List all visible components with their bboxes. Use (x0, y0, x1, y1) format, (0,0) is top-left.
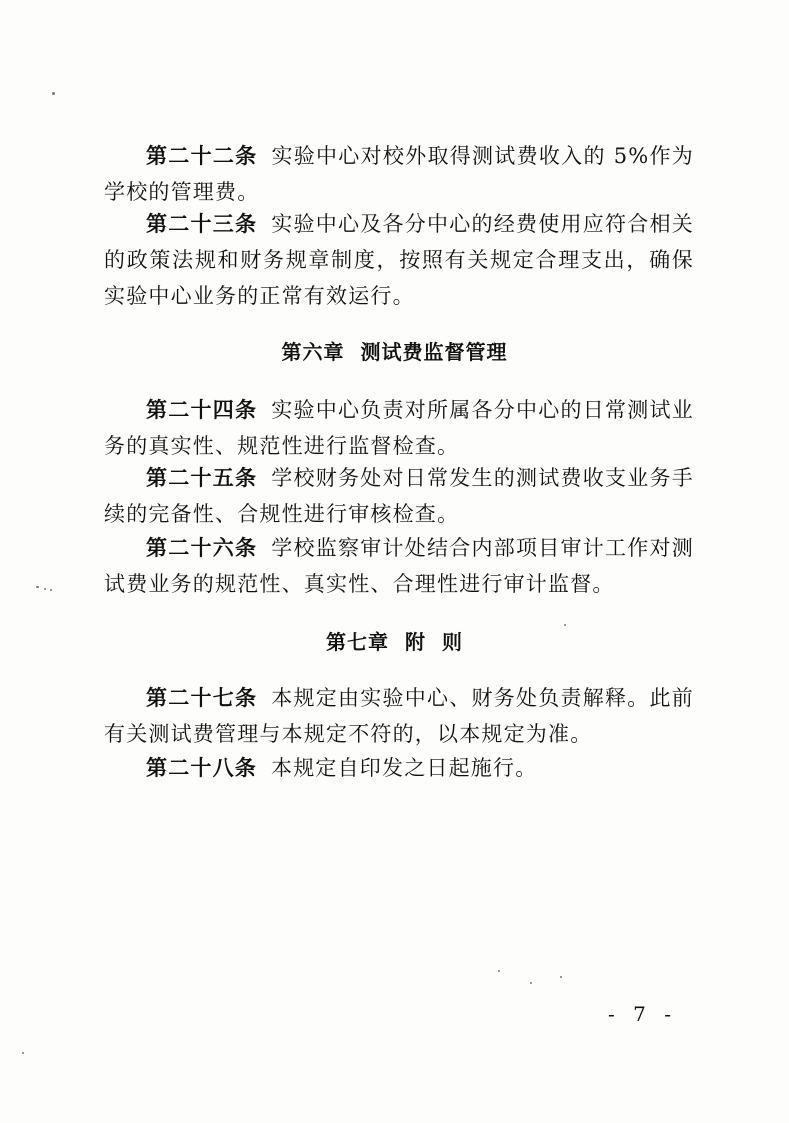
scan-speck (44, 588, 46, 590)
scan-speck (560, 976, 562, 978)
scan-speck (52, 92, 55, 95)
scan-speck (530, 982, 532, 984)
chapter-6-heading (0, 336, 789, 365)
article-24-text: 实验中心负责对所属各分中心的日常测试业务的真实性、规范性进行监督检查。 (104, 398, 694, 458)
article-24-number: 第二十四条 (146, 397, 258, 422)
article-22-number: 第二十二条 (146, 143, 258, 168)
article-27-paragraph (104, 680, 694, 752)
article-28-paragraph (104, 750, 694, 786)
article-25-paragraph (104, 460, 694, 532)
article-25-number: 第二十五条 (146, 465, 258, 490)
chapter-6-title: 测试费监督管理 (360, 340, 508, 364)
article-22-text: 实验中心对校外取得测试费收入的 5%作为学校的管理费。 (104, 144, 694, 204)
chapter-6-number: 第六章 (281, 340, 345, 364)
article-25-text: 学校财务处对日常发生的测试费收支业务手续的完备性、合规性进行审核检查。 (104, 466, 694, 526)
article-22-paragraph (104, 138, 694, 210)
scan-speck (36, 586, 39, 588)
scan-speck (50, 589, 52, 591)
article-26-text: 学校监察审计处结合内部项目审计工作对测试费业务的规范性、真实性、合理性进行审计监督。 (104, 536, 694, 596)
scan-speck (22, 1052, 24, 1054)
article-28-text: 本规定自印发之日起施行。 (271, 756, 538, 780)
chapter-7-title: 附 则 (405, 630, 463, 654)
chapter-7-number: 第七章 (326, 630, 390, 654)
article-23-text: 实验中心及各分中心的经费使用应符合相关的政策法规和财务规章制度，按照有关规定合理支出，确保实验中心业务的正常有效运行。 (104, 212, 694, 308)
scan-speck (498, 970, 500, 972)
page-number: - 7 - (608, 1002, 677, 1026)
article-23-number: 第二十三条 (146, 211, 258, 236)
article-28-number: 第二十八条 (146, 755, 257, 780)
article-23-paragraph (104, 206, 694, 314)
chapter-7-heading (0, 626, 789, 655)
article-27-number: 第二十七条 (146, 685, 258, 710)
article-24-paragraph (104, 392, 694, 464)
article-26-paragraph (104, 530, 694, 602)
article-27-text: 本规定由实验中心、财务处负责解释。此前有关测试费管理与本规定不符的，以本规定为准。 (104, 686, 694, 746)
article-26-number: 第二十六条 (146, 535, 258, 560)
